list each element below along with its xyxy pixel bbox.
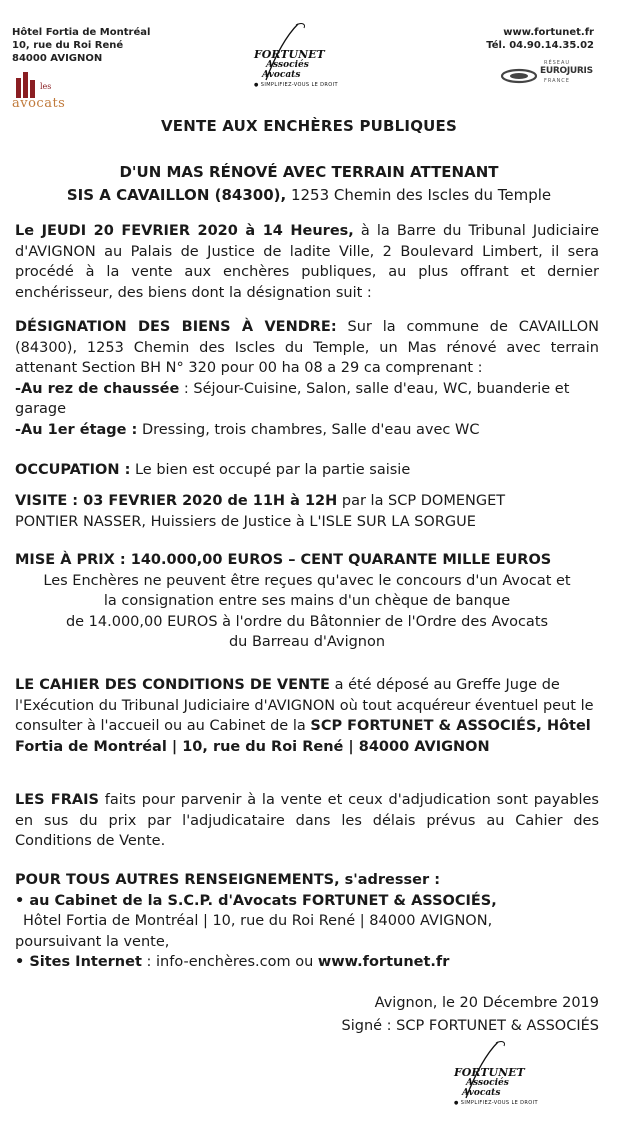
- occupation-text: Le bien est occupé par la partie saisie: [130, 462, 411, 478]
- mise-a-prix-line-2: la consignation entre ses mains d'un chèque de banque: [103, 593, 511, 609]
- address-line-3: 84000 AVIGNON: [12, 53, 103, 64]
- fortunet-link[interactable]: www.fortunet.fr: [317, 954, 450, 970]
- sale-date: Le JEUDI 20 FEVRIER 2020 à 14 Heures,: [15, 223, 354, 239]
- signed-by: Signé : SCP FORTUNET & ASSOCIÉS: [341, 1017, 599, 1034]
- intro-text: à la Barre du Tribunal Judiciaire d'AVIGNON au Palais de Justice de ladite Ville, 2 Boulevard Limbert, il sera procédé à la vente aux enchères publiques, au plus offrant et dernier enchérisseur, des biens dont la désignation suit :: [15, 223, 599, 301]
- place-date: Avignon, le 20 Décembre 2019: [374, 995, 599, 1011]
- logo-avocats: Avocats: [262, 70, 301, 80]
- etage-text: Dressing, trois chambres, Salle d'eau avec WC: [137, 421, 480, 438]
- cahier-paragraph: [15, 675, 599, 757]
- signature-block: [15, 993, 599, 1036]
- logo-bottom-fortunet: FORTUNET: [454, 1066, 525, 1079]
- frais-paragraph: [15, 790, 599, 852]
- designation-section: [15, 317, 599, 440]
- fortunet-logo: [236, 22, 346, 92]
- cabinet-line: • au Cabinet de la S.C.P. d'Avocats FORTUNET & ASSOCIÉS,: [15, 892, 497, 909]
- page-title: VENTE AUX ENCHÈRES PUBLIQUES: [161, 117, 457, 135]
- eurojuris-country: FRANCE: [544, 78, 570, 84]
- mise-a-prix-section: [15, 550, 599, 653]
- cahier-address: SCP FORTUNET & ASSOCIÉS, Hôtel Fortia de Montréal | 10, rue du Roi René | 84000 AVIGNON: [15, 718, 591, 755]
- fortunet-logo-bottom: [436, 1040, 546, 1110]
- eurojuris-logo: [500, 60, 600, 90]
- logo-tagline: ● SIMPLIFIEZ-VOUS LE DROIT: [254, 82, 338, 88]
- cahier-label: LE CAHIER DES CONDITIONS DE VENTE: [15, 677, 330, 693]
- cahier-text: a été déposé au Greffe Juge de l'Exécution du Tribunal Judiciaire d'AVIGNON où tout acquéreur éventuel peut le consulter à l'accueil ou au Cabinet de la: [15, 677, 594, 734]
- address-line-1: Hôtel Fortia de Montréal: [12, 27, 151, 38]
- mise-a-prix-line-4: du Barreau d'Avignon: [228, 634, 386, 650]
- subtitle-line-2: [0, 186, 618, 204]
- visite-label: VISITE : 03 FEVRIER 2020 de 11H à 12H: [15, 493, 338, 509]
- logo-fortunet: FORTUNET: [254, 48, 325, 61]
- renseignements-section: [15, 870, 599, 973]
- subtitle-line-1: D'UN MAS RÉNOVÉ AVEC TERRAIN ATTENANT: [119, 163, 499, 181]
- visite-paragraph: [15, 491, 555, 532]
- frais-label: LES FRAIS: [15, 792, 99, 808]
- etage-label: -Au 1er étage :: [15, 421, 138, 438]
- website-text: www.fortunet.fr: [503, 27, 594, 38]
- logo-bottom-associes: Associés: [466, 1078, 509, 1088]
- firm-contact: [486, 26, 594, 52]
- phone-text: Tél. 04.90.14.35.02: [486, 40, 594, 51]
- sites-label: • Sites Internet: [15, 954, 142, 970]
- subtitle-bold: SIS A CAVAILLON (84300),: [66, 186, 287, 204]
- poursuivant-line: poursuivant la vente,: [15, 933, 170, 950]
- logo-bottom-tagline: ● SIMPLIFIEZ-VOUS LE DROIT: [454, 1100, 538, 1106]
- logo-associes: Associés: [266, 60, 309, 70]
- occupation-paragraph: [15, 460, 599, 481]
- occupation-label: OCCUPATION :: [15, 462, 131, 478]
- frais-text: faits pour parvenir à la vente et ceux d'adjudication sont payables en sus du prix par l'adjudicataire dans les délais prévus au Cahier des Conditions de Vente.: [15, 792, 599, 849]
- rdc-text: : Séjour-Cuisine, Salon, salle d'eau, WC, buanderie et garage: [15, 380, 570, 417]
- cabinet-address: Hôtel Fortia de Montréal | 10, rue du Roi René | 84000 AVIGNON,: [23, 913, 493, 929]
- rdc-label: -Au rez de chaussée: [15, 380, 180, 397]
- eurojuris-reseau: RÉSEAU: [544, 60, 571, 66]
- eurojuris-name: EUROJURIS: [540, 66, 593, 76]
- firm-address: [12, 26, 150, 65]
- renseignements-heading: POUR TOUS AUTRES RENSEIGNEMENTS, s'adresser :: [15, 872, 440, 888]
- les-avocats-logo-avocats: avocats: [12, 96, 66, 111]
- mise-a-prix-heading: MISE À PRIX : 140.000,00 EUROS – CENT QUARANTE MILLE EUROS: [15, 552, 552, 568]
- designation-text: Sur la commune de CAVAILLON (84300), 1253 Chemin des Iscles du Temple, un Mas rénové avec terrain attenant Section BH N° 320 pour 00 ha 08 a 29 ca comprenant :: [15, 319, 599, 376]
- address-line-2: 10, rue du Roi René: [12, 40, 124, 51]
- les-avocats-logo-les: les: [40, 82, 52, 91]
- designation-heading: DÉSIGNATION DES BIENS À VENDRE:: [15, 319, 337, 335]
- subtitle-address: 1253 Chemin des Iscles du Temple: [286, 186, 552, 204]
- mise-a-prix-line-1: Les Enchères ne peuvent être reçues qu'avec le concours d'un Avocat et: [43, 572, 571, 589]
- visite-text: par la SCP DOMENGET PONTIER NASSER, Huissiers de Justice à L'ISLE SUR LA SORGUE: [15, 493, 506, 530]
- intro-paragraph: [15, 221, 599, 303]
- mise-a-prix-line-3: de 14.000,00 EUROS à l'ordre du Bâtonnier de l'Ordre des Avocats: [65, 613, 549, 630]
- les-avocats-logo: [12, 70, 72, 110]
- logo-bottom-avocats: Avocats: [462, 1088, 501, 1098]
- sites-text: : info-enchères.com ou: [141, 954, 318, 970]
